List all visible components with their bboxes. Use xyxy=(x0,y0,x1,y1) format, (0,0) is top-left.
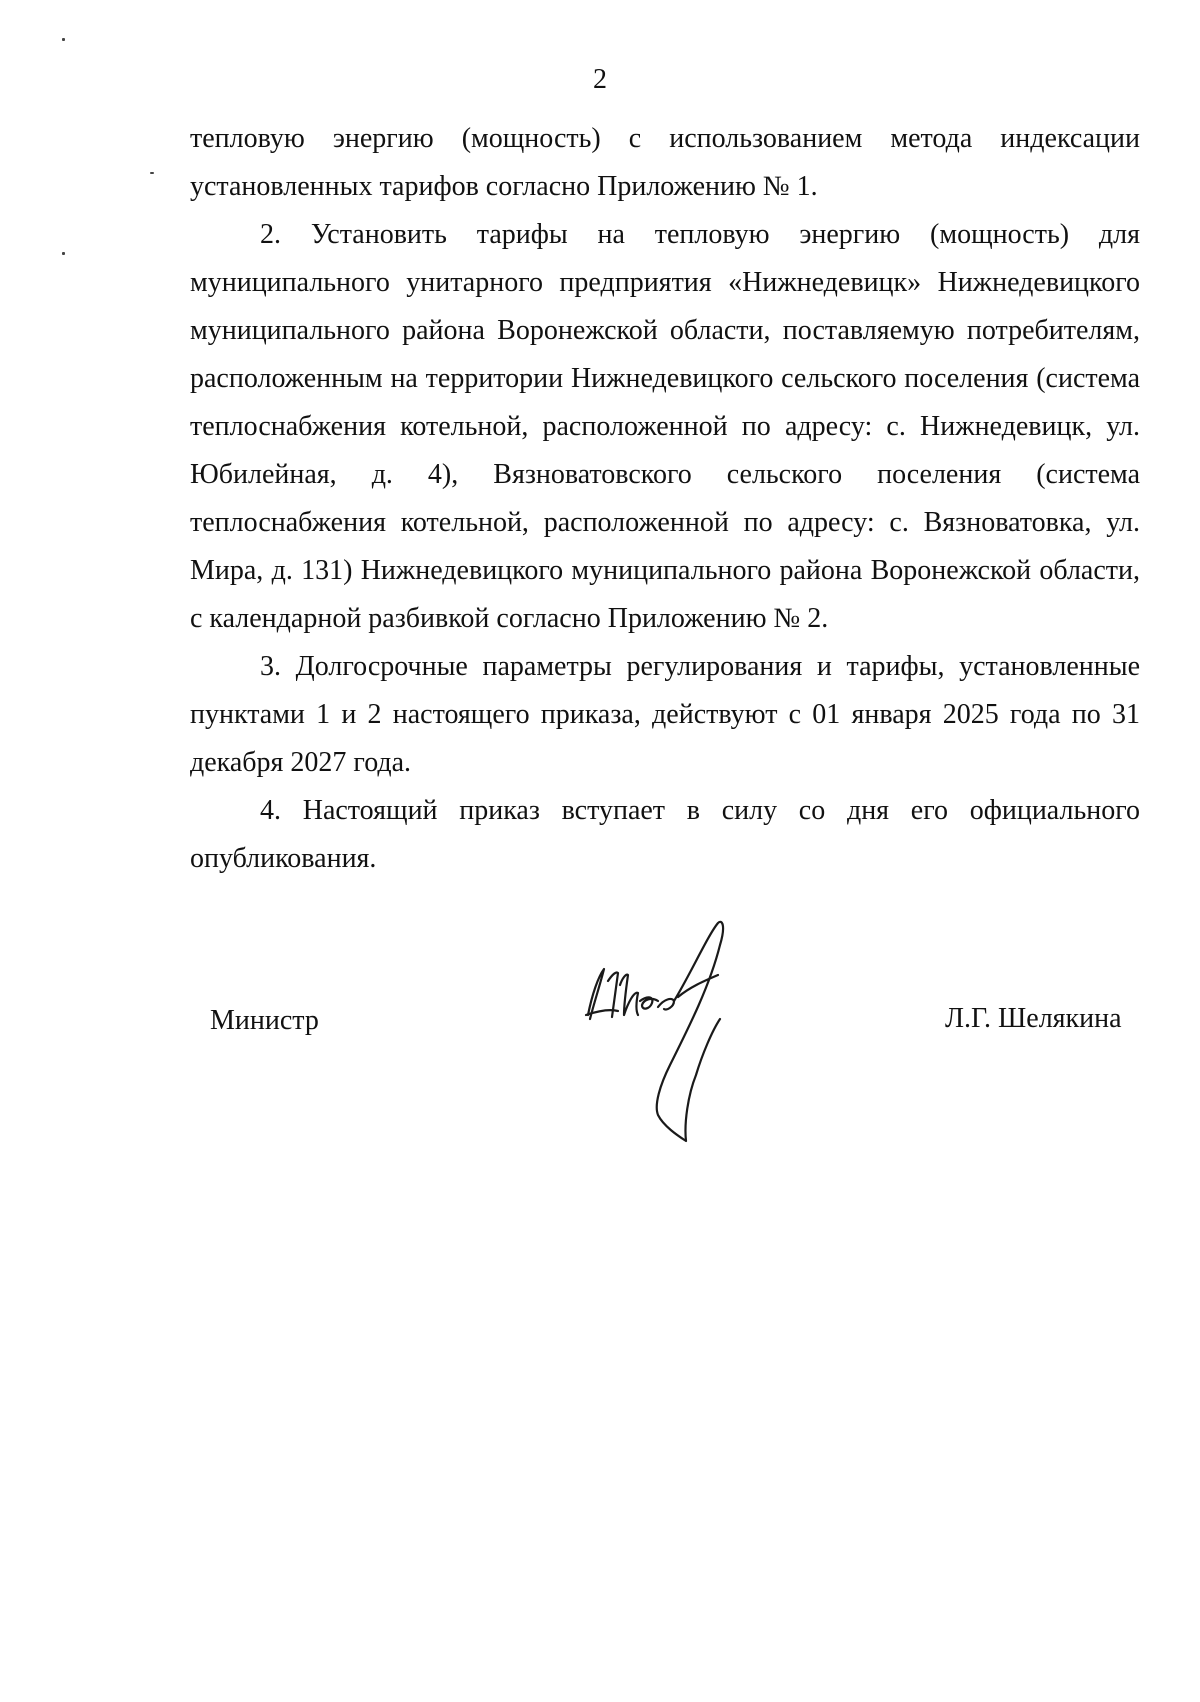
paragraph-item-3: 3. Долгосрочные параметры регулирования и тарифы, установленные пунктами 1 и 2 настоящего приказа, действуют с 01 января 2025 года по 31 декабря 2027 года. xyxy=(190,651,1140,778)
signer-position: Министр xyxy=(210,1005,319,1036)
paragraph-item-2: 2. Установить тарифы на тепловую энергию (мощность) для муниципального унитарного предприятия «Нижнедевицк» Нижнедевицкого муниципального района Воронежской области, поставляемую потребителям, расположенным на территории Нижнедевицкого сельского поселения (система теплоснабжения котельной, расположенной по адресу: с. Нижнедевицк, ул. Юбилейная, д. 4), Вязноватовского сельского поселения (система теплоснабжения котельной, расположенной по адресу: с. Вязноватовка, ул. Мира, д. 131) Нижнедевицкого муниципального района Воронежской области, с календарной разбивкой согласно Приложению № 2. xyxy=(190,219,1140,634)
handwritten-signature-icon xyxy=(580,915,740,1145)
paragraph-continuation: тепловую энергию (мощность) с использованием метода индексации установленных тарифов согласно Приложению № 1. xyxy=(190,123,1140,202)
signer-name: Л.Г. Шелякина xyxy=(945,1003,1122,1034)
page-number: 2 xyxy=(593,64,607,95)
paragraph-item-4: 4. Настоящий приказ вступает в силу со дня его официального опубликования. xyxy=(190,795,1140,874)
